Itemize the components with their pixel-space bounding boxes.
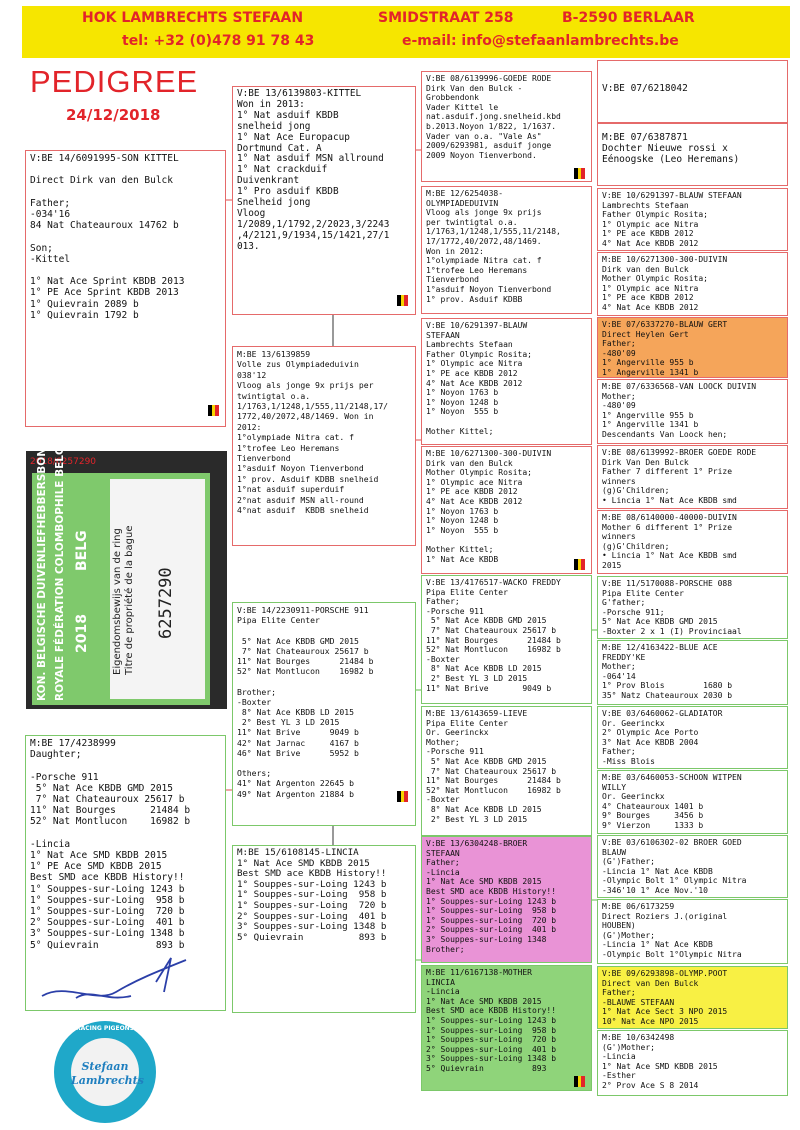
g4-text-3: V:BE 10/6291397-BLAUW STEFAAN Lambrechts Stefaan Father Olympic Rosita; 1° Olympic ace Nitra 1° PE ace KBDB 2012 4° Nat Ace KBDB 2012 [602, 191, 742, 248]
g3-text-8: M:BE 11/6167138-MOTHER LINCIA -Lincia 1° Nat Ace SMD KBDB 2015 Best SMD ace KBDB History!! 1° Souppes-sur-Loing 1243 b 1° Souppes-sur-Loing 958 b 1° Souppes-sur-Loing 720 b 2° Souppes-sur-Loing 401 b 3° Souppes-sur-Loing 1348 b 5° Quievrain 893 [426, 968, 557, 1073]
g3-text-6: M:BE 13/6143659-LIEVE Pipa Elite Center Or. Geerinckx Mother; -Porsche 911 5° Nat Ace KBDB GMD 2015 7° Nat Chateauroux 25617 b 11° Nat Bourges 21484 b 52° Nat Montlucon 16982 b -Boxter 8° Nat Ace KBDB LD 2015 2° Best YL 3 LD 2015 [426, 709, 561, 824]
g4-box-4[interactable] [597, 252, 788, 316]
g4-box-3[interactable] [597, 188, 788, 251]
g4-text-15: V:BE 09/6293898-OLYMP.POOT Direct van Den Bulck Father; -BLAUWE STEFAAN 1° Nat Ace Sect 3 NPO 2015 10° Nat Ace NPO 2015 [602, 969, 728, 1026]
stefaan-lambrechts-logo [54, 1021, 156, 1123]
dam-sire-box[interactable] [232, 602, 416, 826]
ring-ownership-card [26, 439, 227, 709]
g4-text-2: M:BE 07/6387871 Dochter Nieuwe rossi x Eénoogske (Leo Heremans) [602, 132, 740, 166]
city: B-2590 BERLAAR [562, 10, 695, 26]
logo-ring-text: RACING PIGEONS [75, 1025, 135, 1032]
g4-box-7[interactable] [597, 445, 788, 509]
belgian-flag-icon [574, 559, 585, 570]
card-doc-nl: Eigendomsbewijs van de ring [112, 528, 123, 675]
g4-text-8: M:BE 08/6140000-40000-DUIVIN Mother 6 different 1° Prize winners (g)G'Children; • Lincia 1° Nat Ace KBDB smd 2015 [602, 513, 737, 570]
belgian-flag-icon [397, 791, 408, 802]
g3-box-3[interactable] [421, 318, 592, 445]
loft-name: HOK LAMBRECHTS STEFAAN [82, 10, 304, 26]
sire-dam-text: M:BE 13/6139859 Volle zus Olympiadeduivin 038'12 Vloog als jonge 9x prijs per twintigtal o.a. 1/1763,1/1248,1/555,11/2148,17/ 1772,40/2072,48/1469. Won in 2012: 1°olympiade Nitra cat. f 1°trofee Leo Heremans Tienverbond 1°asduif Noyon Tienverbond 1° prov. Asduif KDBB snelheid 1°nat asduif superduif 2°nat asduif MSN all-round 4°nat asduif KBDB snelheid [237, 349, 389, 516]
sire-text: V:BE 13/6139803-KITTEL Won in 2013: 1° Nat asduif KBDB snelheid jong 1° Nat Ace Europacup Dortmund Cat. A 1° Nat asduif MSN allround 1° Nat crackduif Duivenkrant 1° Pro asduif KBDB Snelheid jong Vloog 1/2089,1/1792,2/2023,3/2243 ,4/2121,9/1934,15/1421,27/1 013. [237, 88, 390, 252]
g3-box-4[interactable] [421, 446, 592, 574]
email: e-mail: info@stefaanlambrechts.be [402, 33, 679, 49]
sire-dam-box[interactable] [232, 346, 416, 546]
g4-box-12[interactable] [597, 770, 788, 834]
g3-text-1: V:BE 08/6139996-GOEDE RODE Dirk Van den Bulck - Grobbendonk Vader Kittel le nat.asduif.jong.snelheid.kbd b.2013.Noyon 1/822, 1/1637. Vader van o.a. "Vale As" 2009/6293981, asduif jonge 2009 Noyon Tienverbond. [426, 74, 561, 160]
g4-box-8[interactable] [597, 510, 788, 574]
card-ring-number: 2018/6257290 [30, 457, 97, 467]
pedigree-date: 24/12/2018 [66, 106, 161, 124]
g4-text-6: M:BE 07/6336568-VAN LOOCK DUIVIN Mother; -480'09 1° Angerville 955 b 1° Angerville 1341 b Descendants Van Loock hen; [602, 382, 757, 439]
card-federation-nl: KON. BELGISCHE DUIVENLIEFHEBBERSBOND [36, 439, 48, 701]
subject-pigeon-box[interactable] [25, 150, 226, 427]
subject-pigeon-text: V:BE 14/6091995-SON KITTEL Direct Dirk van den Bulck Father; -034'16 84 Nat Chateauroux 14762 b Son; -Kittel 1° Nat Ace Sprint KBDB 2013 1° PE Ace Sprint KBDB 2013 1° Quievrain 2089 b 1° Quievrain 1792 b [30, 153, 185, 321]
g4-box-6[interactable] [597, 379, 788, 444]
card-year: 2018 [74, 614, 90, 653]
g3-box-8[interactable] [421, 965, 592, 1091]
card-federation-fr: ROYALE FÉDÉRATION COLOMBOPHILE BELGE [54, 439, 66, 701]
dam-text: M:BE 17/4238999 Daughter; -Porsche 911 5° Nat Ace KBDB GMD 2015 7° Nat Chateauroux 25617 b 11° Nat Bourges 21484 b 52° Nat Montlucon 16982 b -Lincia 1° Nat Ace SMD KBDB 2015 1° PE Ace SMD KBDB 2015 Best SMD ace KBDB History!! 1° Souppes-sur-Loing 1243 b 1° Souppes-sur-Loing 958 b 1° Souppes-sur-Loing 720 b 2° Souppes-sur-Loing 401 b 3° Souppes-sur-Loing 1348 b 5° Quievrain 893 b [30, 738, 191, 951]
street: SMIDSTRAAT 258 [378, 10, 514, 26]
belgian-flag-icon [208, 405, 219, 416]
belgian-flag-icon [574, 1076, 585, 1087]
g4-box-13[interactable] [597, 835, 788, 898]
telephone: tel: +32 (0)478 91 78 43 [122, 33, 315, 49]
g4-box-10[interactable] [597, 640, 788, 705]
logo-line-2: Lambrechts [71, 1074, 144, 1087]
logo-line-1: Stefaan [81, 1060, 129, 1073]
g4-box-15[interactable] [597, 966, 788, 1029]
g3-box-2[interactable] [421, 186, 592, 314]
card-country: BELG [74, 530, 90, 571]
g3-box-6[interactable] [421, 706, 592, 836]
logo-inner-circle [71, 1038, 144, 1106]
card-ring-digits: 6257290 [156, 567, 176, 639]
g4-box-2[interactable] [597, 123, 788, 186]
g4-box-11[interactable] [597, 706, 788, 769]
g3-box-7[interactable] [421, 836, 592, 963]
g3-box-5[interactable] [421, 575, 592, 704]
g4-text-12: M:BE 03/6460053-SCHOON WITPEN WILLY Or. Geerinckx 4° Chateauroux 1401 b 9° Bourges 3456 b 9° Vierzon 1333 b [602, 773, 742, 830]
g4-text-5: V:BE 07/6337270-BLAUW GERT Direct Heylen Gert Father; -480'09 1° Angerville 955 b 1° Angerville 1341 b [602, 320, 728, 377]
g4-box-1[interactable] [597, 60, 788, 123]
g3-text-4: M:BE 10/6271300-300-DUIVIN Dirk van den Bulck Mother Olympic Rosita; 1° Olympic ace Nitra 1° PE ace KBDB 2012 4° Nat Ace KBDB 2012 1° Noyon 1763 b 1° Noyon 1248 b 1° Noyon 555 b Mother Kittel; 1° Nat Ace KBDB [426, 449, 552, 564]
g4-box-9[interactable] [597, 576, 788, 639]
g4-text-14: M:BE 06/6173259 Direct Roziers J.(original HOUBEN) (G')Mother; -Lincia 1° Nat Ace KBDB -Olympic Bolt 1°Olympic Nitra [602, 902, 742, 959]
sire-box[interactable] [232, 86, 416, 315]
card-doc-fr: Titre de propriété de la bague [124, 525, 135, 675]
belgian-flag-icon [397, 295, 408, 306]
belgian-flag-icon [574, 168, 585, 179]
card-white-panel [110, 479, 205, 699]
dam-dam-box[interactable] [232, 845, 416, 1013]
g3-text-7: V:BE 13/6304248-BROER STEFAAN Father; -Lincia 1° Nat Ace SMD KBDB 2015 Best SMD ace KBDB History!! 1° Souppes-sur-Loing 1243 b 1° Souppes-sur-Loing 958 b 1° Souppes-sur-Loing 720 b 2° Souppes-sur-Loing 401 b 3° Souppes-sur-Loing 1348 Brother; [426, 839, 557, 954]
page-title: PEDIGREE [30, 64, 199, 99]
g3-text-2: M:BE 12/6254038- OLYMPIADEDUIVIN Vloog als jonge 9x prijs per twintigtal o.a. 1/1763,1/1248,1/555,11/2148, 17/1772,40/2072,48/1469. Won in 2012: 1°olympiade Nitra cat. f 1°trofee Leo Heremans Tienverbond 1°asduif Noyon Tienverbond 1° prov. Asduif KDBB [426, 189, 561, 304]
g4-box-16[interactable] [597, 1030, 788, 1096]
signature-icon [36, 952, 196, 1012]
g4-text-10: M:BE 12/4163422-BLUE ACE FREDDY'KE Mother; -064'14 1° Prov Blois 1680 b 35° Natz Chateauroux 2030 b [602, 643, 733, 700]
g3-box-1[interactable] [421, 71, 592, 182]
g4-text-9: V:BE 11/5170088-PORSCHE 088 Pipa Elite Center G'father; -Porsche 911; 5° Nat Ace KBDB GMD 2015 -Boxter 2 x 1 (I) Provinciaal [602, 579, 742, 636]
g4-box-14[interactable] [597, 899, 788, 964]
g4-text-11: V:BE 03/6460062-GLADIATOR Or. Geerinckx 2° Olympic Ace Porto 3° Nat Ace KBDB 2004 Father; -Miss Blois [602, 709, 723, 766]
g4-box-5[interactable] [597, 317, 788, 378]
g3-text-3: V:BE 10/6291397-BLAUW STEFAAN Lambrechts Stefaan Father Olympic Rosita; 1° Olympic ace Nitra 1° PE ace KBDB 2012 4° Nat Ace KBDB 2012 1° Noyon 1763 b 1° Noyon 1248 b 1° Noyon 555 b Mother Kittel; [426, 321, 532, 436]
g4-text-7: V:BE 08/6139992-BROER GOEDE RODE Dirk Van Den Bulck Father 7 different 1° Prize winners (g)G'Children; • Lincia 1° Nat Ace KBDB smd [602, 448, 757, 505]
dam-sire-text: V:BE 14/2230911-PORSCHE 911 Pipa Elite Center 5° Nat Ace KBDB GMD 2015 7° Nat Chateauroux 25617 b 11° Nat Bourges 21484 b 52° Nat Montlucon 16982 b Brother; -Boxter 8° Nat Ace KBDB LD 2015 2° Best YL 3 LD 2015 11° Nat Brive 9049 b 42° Nat Jarnac 4167 b 46° Nat Brive 5952 b Others; 41° Nat Argenton 22645 b 49° Nat Argenton 21884 b [237, 605, 374, 799]
g4-text-4: M:BE 10/6271300-300-DUIVIN Dirk van den Bulck Mother Olympic Rosita; 1° Olympic ace Nitra 1° PE ace KBDB 2012 4° Nat Ace KBDB 2012 [602, 255, 728, 312]
g3-text-5: V:BE 13/4176517-WACKO FREDDY Pipa Elite Center Father; -Porsche 911 5° Nat Ace KBDB GMD 2015 7° Nat Chateauroux 25617 b 11° Nat Bourges 21484 b 52° Nat Montlucon 16982 b -Boxter 8° Nat Ace KBDB LD 2015 2° Best YL 3 LD 2015 11° Nat Brive 9049 b [426, 578, 561, 693]
g4-text-1: V:BE 07/6218042 [602, 83, 688, 94]
dam-dam-text: M:BE 15/6108145-LINCIA 1° Nat Ace SMD KBDB 2015 Best SMD ace KBDB History!! 1° Souppes-sur-Loing 1243 b 1° Souppes-sur-Loing 958 b 1° Souppes-sur-Loing 720 b 2° Souppes-sur-Loing 401 b 3° Souppes-sur-Loing 1348 b 5° Quievrain 893 b [237, 847, 387, 943]
g4-text-13: V:BE 03/6106302-02 BROER GOED BLAUW (G')Father; -Lincia 1° Nat Ace KBDB -Olympic Bolt 1° Olympic Nitra -346'10 1° Ace Nov.'10 [602, 838, 747, 895]
g4-text-16: M:BE 10/6342498 (G')Mother; -Lincia 1° Nat Ace SMD KBDB 2015 -Esther 2° Prov Ace S 8 2014 [602, 1033, 718, 1090]
